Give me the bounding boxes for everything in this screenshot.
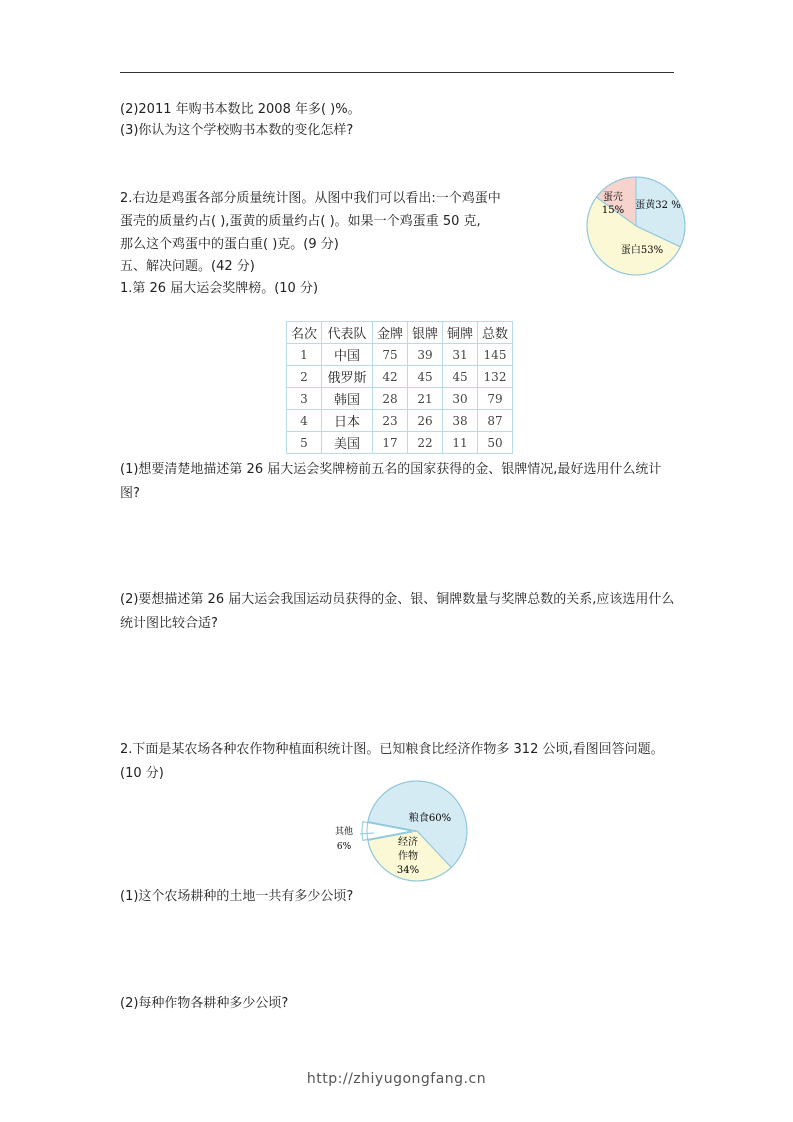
medal-table-cell: 22 — [408, 432, 443, 454]
medal-table-cell: 俄罗斯 — [322, 366, 373, 388]
medal-table-header: 铜牌 — [443, 322, 478, 344]
medal-table-row — [287, 366, 513, 388]
medal-table-cell: 75 — [373, 344, 408, 366]
farm-label-grain: 粮食60% — [408, 813, 452, 824]
medal-table-cell: 132 — [478, 366, 513, 388]
medal-table-cell: 42 — [373, 366, 408, 388]
medal-table-cell: 4 — [287, 410, 322, 432]
medal-table-cell: 39 — [408, 344, 443, 366]
medal-table-cell: 45 — [443, 366, 478, 388]
medal-table-cell: 11 — [443, 432, 478, 454]
medal-table-cell: 中国 — [322, 344, 373, 366]
medal-table — [286, 321, 513, 454]
medal-table-cell: 3 — [287, 388, 322, 410]
section-five-heading: 五、解决问题。(42 分) — [120, 259, 255, 274]
egg-label-shell: 蛋壳 — [603, 192, 623, 203]
medal-table-cell: 17 — [373, 432, 408, 454]
farm-question-2: (2)每种作物各耕种多少公顷? — [120, 996, 289, 1011]
egg-pie-chart — [585, 175, 690, 280]
egg-question-line3: 那么这个鸡蛋中的蛋白重( )克。(9 分) — [120, 237, 339, 252]
question-change: (3)你认为这个学校购书本数的变化怎样? — [120, 123, 354, 138]
medal-table-cell: 31 — [443, 344, 478, 366]
medal-table-cell: 21 — [408, 388, 443, 410]
medal-table-cell: 1 — [287, 344, 322, 366]
medal-table-header: 银牌 — [408, 322, 443, 344]
medal-table-cell: 38 — [443, 410, 478, 432]
medal-table-cell: 23 — [373, 410, 408, 432]
medal-question-1: (1)想要清楚地描述第 26 届大运会奖牌榜前五名的国家获得的金、银牌情况,最好选用什么统计图? — [120, 462, 662, 501]
egg-question-line2: 蛋壳的质量约占( ),蛋黄的质量约占( )。如果一个鸡蛋重 50 克, — [120, 214, 481, 229]
medal-table-cell: 87 — [478, 410, 513, 432]
medal-table-cell: 美国 — [322, 432, 373, 454]
farm-label-economic-1: 经济 — [398, 837, 418, 848]
medal-question-2: (2)要想描述第 26 届大运会我国运动员获得的金、银、铜牌数量与奖牌总数的关系,应该选用什么统计图比较合适? — [120, 592, 675, 631]
medal-table-cell: 50 — [478, 432, 513, 454]
question-2011-increase: (2)2011 年购书本数比 2008 年多( )%。 — [120, 102, 361, 117]
farm-label-other-pct: 6% — [336, 842, 352, 852]
footer-url: http://zhiyugongfang.cn — [306, 1071, 487, 1087]
farm-pie-chart — [320, 778, 470, 883]
farm-label-economic-pct: 34% — [396, 865, 420, 876]
medal-table-row — [287, 410, 513, 432]
medal-table-row — [287, 344, 513, 366]
medal-table-cell: 日本 — [322, 410, 373, 432]
top-rule — [120, 72, 674, 73]
farm-label-economic-2: 作物 — [398, 851, 418, 862]
medal-table-cell: 45 — [408, 366, 443, 388]
medal-table-cell: 30 — [443, 388, 478, 410]
medal-table-header: 名次 — [287, 322, 322, 344]
medal-table-cell: 79 — [478, 388, 513, 410]
medal-table-header: 代表队 — [322, 322, 373, 344]
medal-table-cell: 28 — [373, 388, 408, 410]
medal-table-cell: 2 — [287, 366, 322, 388]
medal-table-cell: 26 — [408, 410, 443, 432]
medal-table-cell: 145 — [478, 344, 513, 366]
medal-table-row — [287, 388, 513, 410]
medal-table-row — [287, 432, 513, 454]
medal-table-header: 总数 — [478, 322, 513, 344]
medal-table-cell: 5 — [287, 432, 322, 454]
farm-label-other: 其他 — [334, 827, 354, 837]
medal-table-cell: 韩国 — [322, 388, 373, 410]
egg-label-yolk: 蛋黄32 % — [635, 200, 681, 211]
egg-label-shell-pct: 15% — [601, 205, 625, 216]
farm-question-1: (1)这个农场耕种的土地一共有多少公顷? — [120, 889, 354, 904]
egg-question-line1: 2.右边是鸡蛋各部分质量统计图。从图中我们可以看出:一个鸡蛋中 — [120, 191, 501, 206]
farm-question-title: 2.下面是某农场各种农作物种植面积统计图。已知粮食比经济作物多 312 公顷,看图回答问题。(10 分) — [120, 742, 664, 781]
medal-table-header: 金牌 — [373, 322, 408, 344]
medals-question-title: 1.第 26 届大运会奖牌榜。(10 分) — [120, 281, 319, 296]
egg-label-white: 蛋白53% — [620, 245, 664, 256]
